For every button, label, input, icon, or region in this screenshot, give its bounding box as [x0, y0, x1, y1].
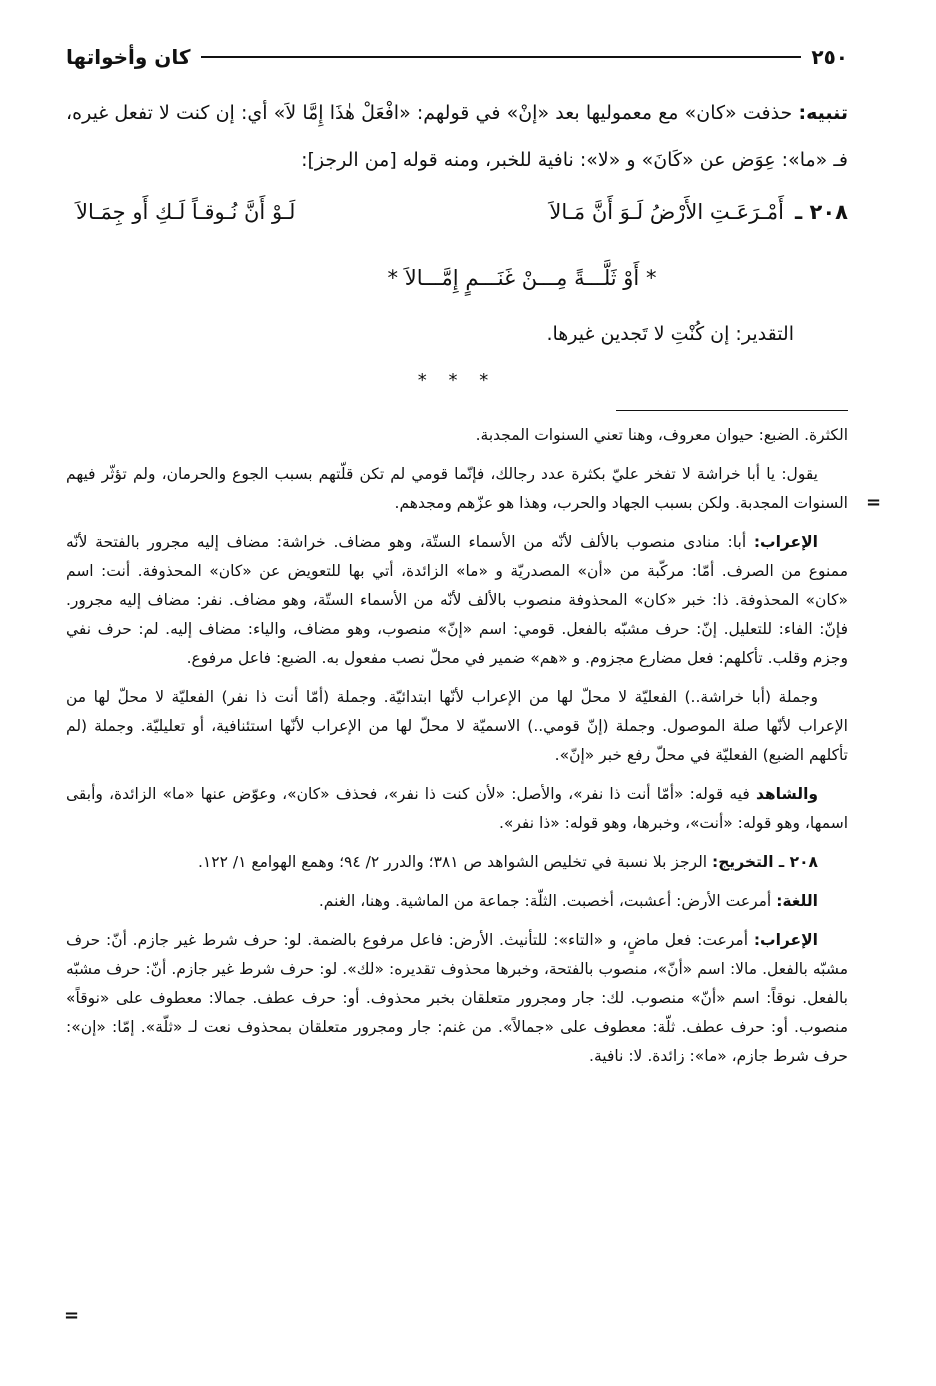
- verse-hemistich-1: أَمْـرَعَـتِ الأَرْضُ لَـوَ أَنَّ مَـالاَ: [549, 200, 784, 224]
- section-separator: * * *: [417, 370, 497, 391]
- verse-number: ٢٠٨ ـ: [795, 200, 848, 224]
- verse-line-1: [66, 190, 848, 250]
- footnote-continuation: الكثرة. الضبع: حيوان معروف، وهنا تعني السنوات المجدبة.: [475, 426, 848, 444]
- footnote-takhrij: [66, 848, 848, 877]
- footnote-takhrij-label: ٢٠٨ ـ التخريج:: [712, 853, 818, 871]
- note-label: تنبيه:: [798, 102, 848, 124]
- note-paragraph: [66, 90, 848, 184]
- footnote-lugha: [66, 887, 848, 916]
- footnote-sentences: وجملة (أبا خراشة..) الفعليّة لا محلّ لها من الإعراب لأنّها ابتدائيّة. وجملة (أمّا أنت ذا نفر) الفعليّة لا محلّ لها من الإعراب لأنّها صلة الموصول. وجملة (إنّ قومي..) الاسميّة لا محلّ لها من الإعراب لأنّها استئنافية، أو تعليليّة. وجملة (لم تأكلهم الضبع) الفعليّة في محلّ رفع خبر «إنّ».: [66, 688, 848, 764]
- note-text: حذفت «كان» مع معموليها بعد «إنْ» في قولهم: «افْعَلْ هٰذَا إِمَّا لاَ» أي: إن كنت لا تفعل غيره، فـ «ما»: عِوَض عن «كَانَ» و «لا»: نافية للخبر، ومنه قوله [من الرجز]:: [66, 102, 848, 171]
- footnote-rule: [616, 410, 848, 411]
- footnote-meaning: يقول: يا أبا خراشة لا تفخر عليّ بكثرة عدد رجالك، فإنّما قومي لم تكن قلّتهم بسبب الجوع والحرمان، ولم تؤثّر فيهم السنوات المجدبة. ولكن بسبب الجهاد والحرب، وهذا هو عزّهم ومجدهم.: [66, 465, 848, 512]
- continuation-mark-bottom: =: [64, 1305, 80, 1326]
- footnote-irab-verse-text: أمرعت: فعل ماضٍ، و «التاء»: للتأنيث. الأرض: فاعل مرفوع بالضمة. لو: حرف شرط غير جازم. أنّ: حرف مشبّه بالفعل. مالا: اسم «أنّ»، منصوب بالفتحة، وخبرها محذوف تقديره: «لك». لو: حرف شرط غير جازم. أنّ: حرف مشبّه بالفعل. نوقاً: اسم «أنّ» منصوب. لك: جار ومجرور متعلقان بخبر محذوف. أو: حرف عطف. جمالا: معطوف على «نوقاً» منصوب. أو: حرف عطف. ثلّة: معطوف على «جمالاً». من غنم: جار ومجرور متعلقان بمحذوف نعت لـ «ثلّة». إمّا: «إن»: حرف شرط جازم، «ما»: زائدة. لا: نافية.: [66, 931, 848, 1065]
- footnote-takhrij-text: الرجز بلا نسبة في تخليص الشواهد ص ٣٨١؛ والدرر ٢/ ٩٤؛ وهمع الهوامع ١/ ١٢٢.: [197, 853, 708, 871]
- footnote-irab-label: الإعراب:: [753, 533, 818, 551]
- footnote-irab-verse: [66, 926, 848, 1071]
- continuation-mark-top: =: [866, 492, 882, 513]
- header-rule: [201, 56, 802, 58]
- footnote-lugha-label: اللغة:: [776, 892, 818, 910]
- page-number: ٢٥٠: [811, 45, 848, 69]
- footnote-lugha-text: أمرعت الأرض: أعشبت، أخصبت. الثلّة: جماعة من الماشية. وهنا، الغنم.: [318, 892, 772, 910]
- main-text: [66, 90, 848, 184]
- footnote-irab: [66, 528, 848, 673]
- footnote-irab-verse-label: الإعراب:: [753, 931, 818, 949]
- footnote-shahid-label: والشاهد: [755, 785, 819, 803]
- footnotes: [66, 421, 848, 1071]
- verse-line-2: * أَوْ ثَلَّـــةً مِـــنْ غَنَـــمٍ إِمَّـــالاَ *: [387, 266, 657, 290]
- page-header: [66, 36, 848, 78]
- footnote-irab-text: أبا: منادى منصوب بالألف لأنّه من الأسماء الستّة، وهو مضاف. خراشة: مضاف إليه مجرور بالفتحة لأنّه ممنوع من الصرف. أمّا: مركّبة من «أن» المصدريّة و «ما» الزائدة، أتي بها للتعويض عن «كان» المحذوفة. أنت: اسم «كان» المحذوفة. ذا: خبر «كان» المحذوفة منصوب بالألف لأنّه من الأسماء الستّة، وهو مضاف. نفر: مضاف إليه مجرور. فإنّ: الفاء: للتعليل. إنّ: حرف مشبّه بالفعل. قومي: اسم «إنّ» منصوب، وهو مضاف، والياء: مضاف إليه. لم: حرف نفي وجزم وقلب. تأكلهم: فعل مضارع مجزوم. و «هم» ضمير في محلّ نصب مفعول به. الضبع: فاعل مرفوع.: [66, 533, 848, 667]
- footnote-shahid: [66, 780, 848, 838]
- footnote-shahid-text: فيه قوله: «أمّا أنت ذا نفر»، والأصل: «لأن كنت ذا نفر»، فحذف «كان»، وعوّض عنها «ما» الزائدة، وأبقى اسمها، وهو قوله: «أنت»، وخبرها، وهو قوله: «ذا نفر».: [66, 785, 848, 832]
- chapter-title: كان وأخواتها: [66, 45, 191, 69]
- book-page: [66, 36, 848, 1071]
- verse-hemistich-2: لَـوْ أَنَّ نُـوقـاً لَـكِ أَو جِمَـالاَ: [76, 200, 296, 224]
- taqdir-line: التقدير: إن كُنْتِ لا تَجدين غيرها.: [546, 323, 794, 345]
